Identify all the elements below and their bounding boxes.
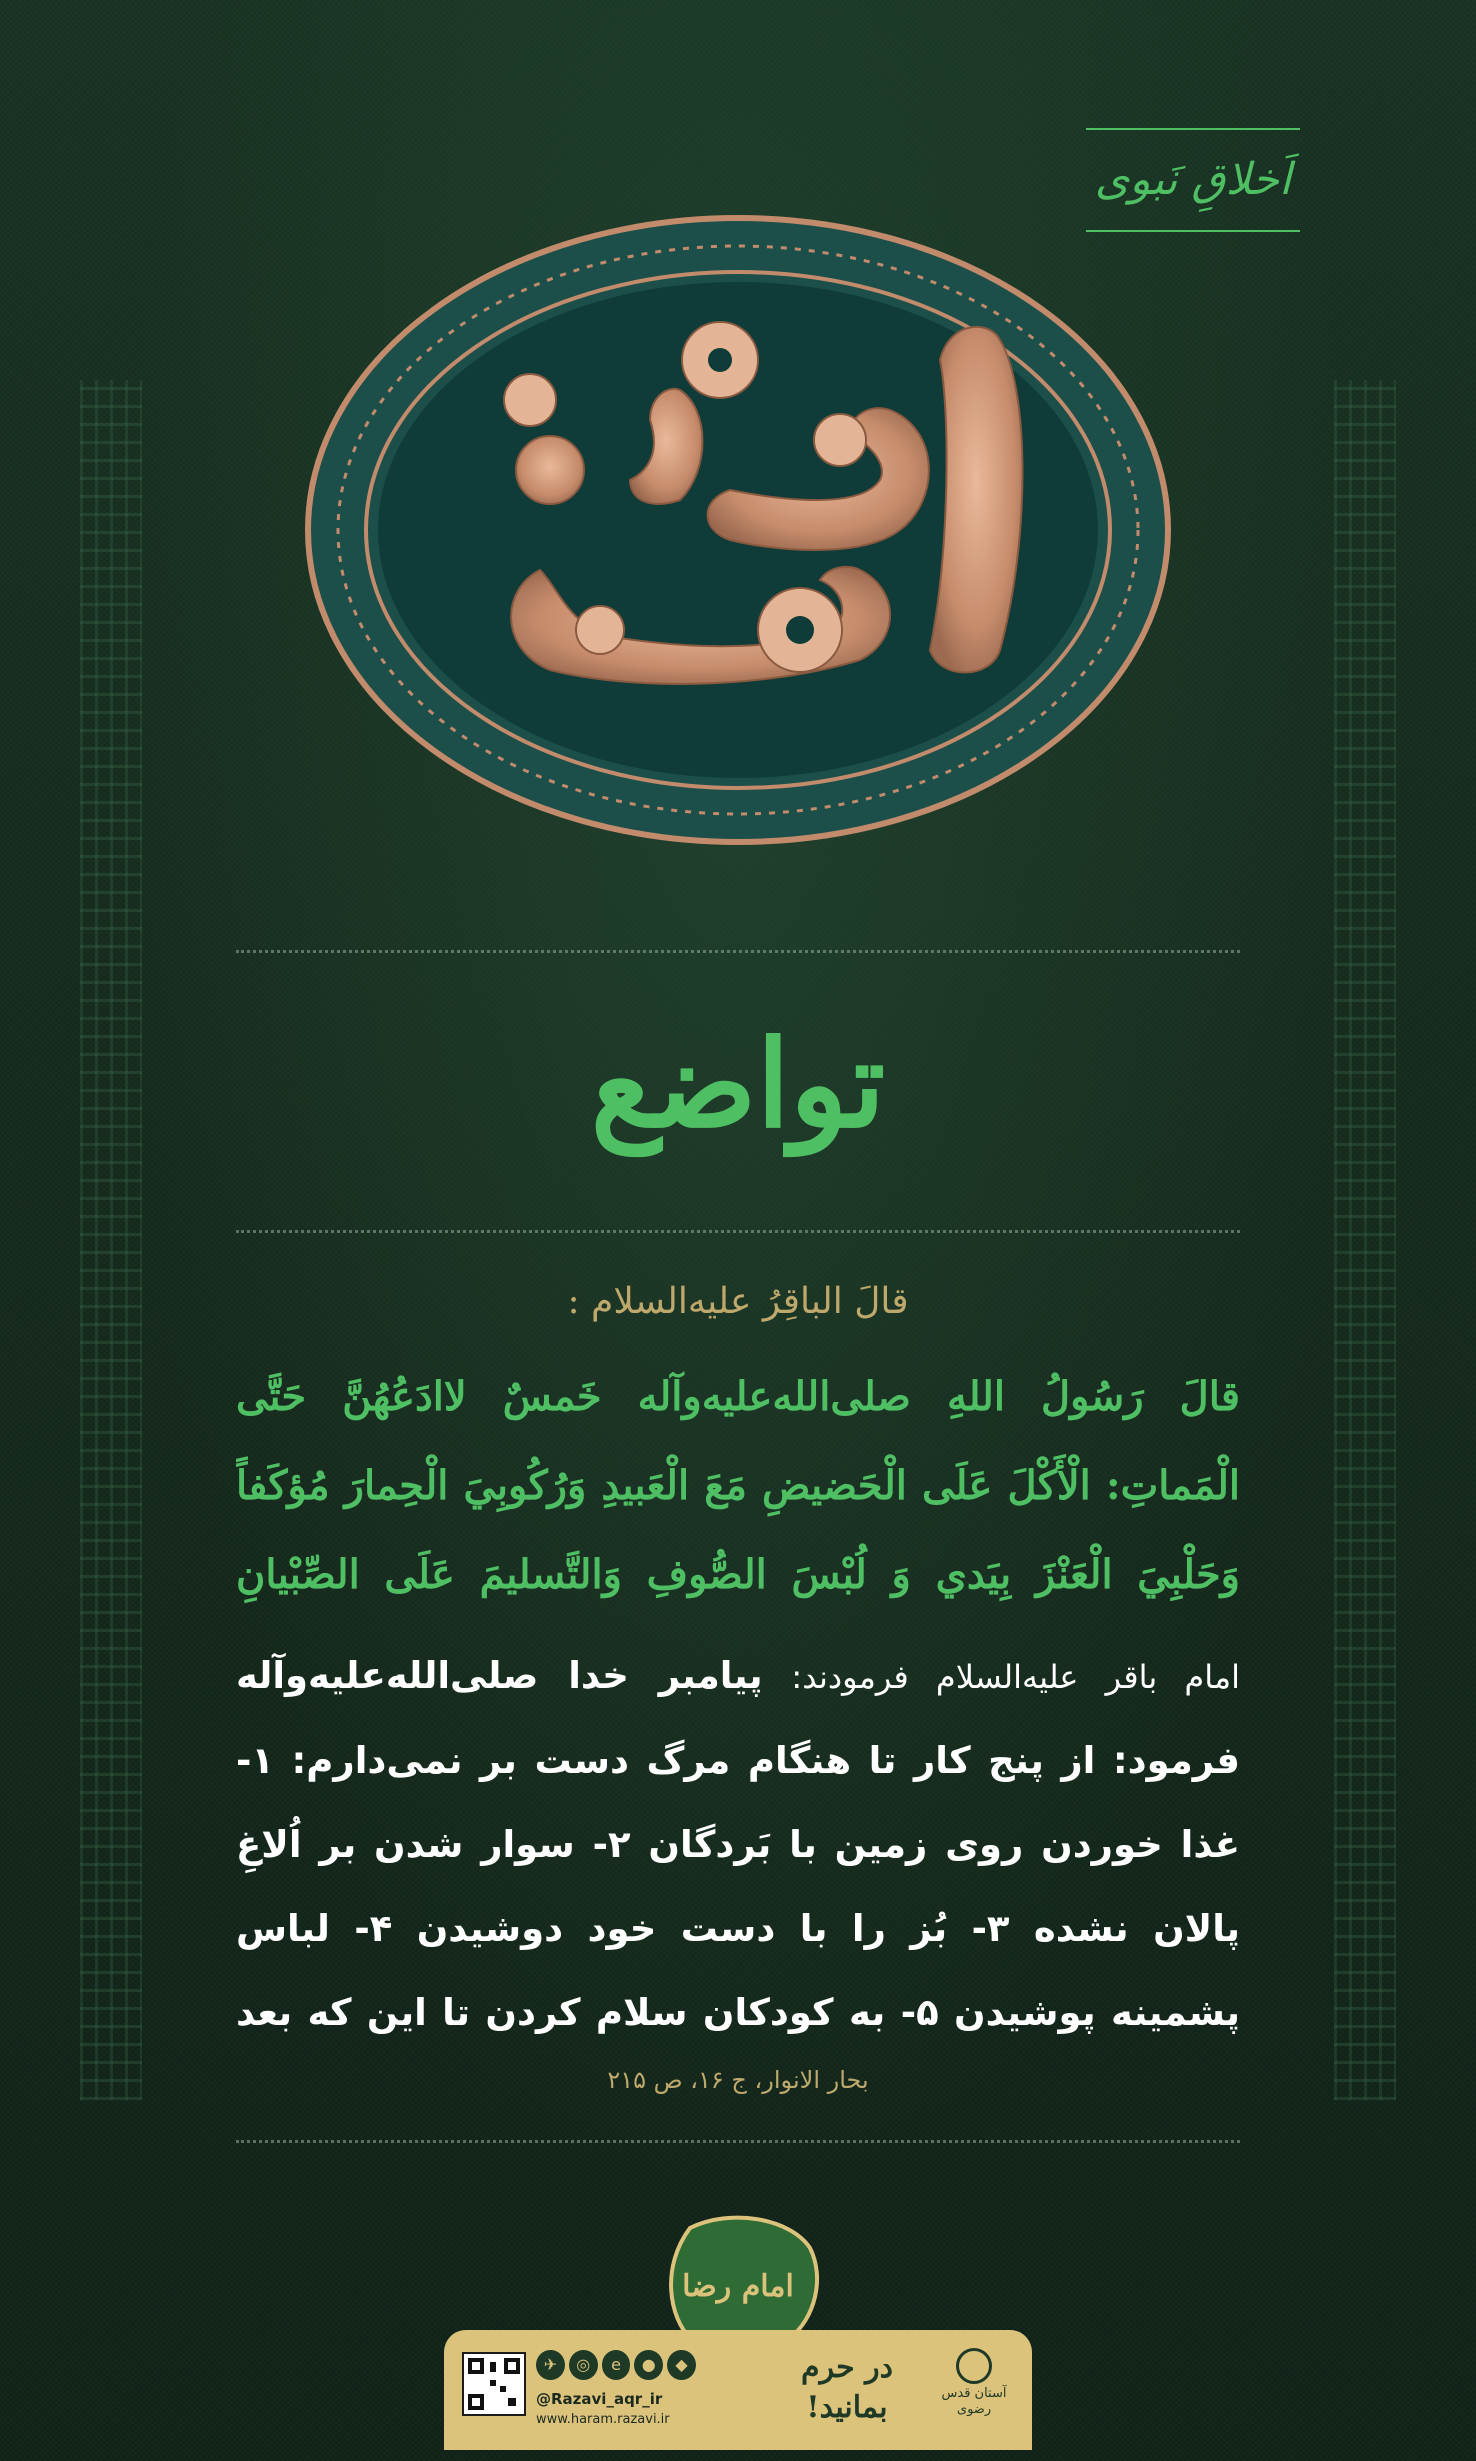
slogan-line-1: در حرم [801, 2350, 893, 2385]
ya-mohammad-emblem [300, 210, 1176, 850]
rubika-icon[interactable]: ◆ [667, 2350, 696, 2380]
organization-name: آستان قدس رضوی [941, 2386, 1007, 2417]
page-title: تواضع [590, 1014, 886, 1155]
eitaa-icon[interactable]: e [602, 2350, 631, 2380]
shrine-emblem-icon [956, 2348, 992, 2384]
hadith-attribution: قالَ الباقِرُ عليه‌السلام : [567, 1281, 909, 1322]
slogan-line-2: بمانید! [806, 2390, 888, 2425]
footer-bar [444, 2330, 1032, 2450]
divider-bottom [236, 2140, 1240, 2143]
divider-top [236, 950, 1240, 953]
right-ornament-border [1334, 380, 1396, 2100]
organization-logo [934, 2348, 1014, 2432]
series-label: اَخلاقِ نَبوی [1086, 128, 1300, 232]
persian-intro: امام باقر عليه‌السلام فرمودند: [791, 1658, 1240, 1696]
source-citation: بحار الانوار، ج ۱۶، ص ۲۱۵ [607, 2066, 869, 2094]
persian-translation [236, 1634, 1240, 2054]
left-ornament-border [80, 380, 142, 2100]
imam-reza-logo-icon [650, 2208, 826, 2348]
social-icons [536, 2350, 696, 2382]
website-link[interactable]: www.haram.razavi.ir [536, 2412, 670, 2427]
slogan [782, 2348, 912, 2434]
bale-icon[interactable]: ● [634, 2350, 663, 2380]
arabic-hadith-text: قالَ رَسُولُ اللهِ صلى‌الله‌عليه‌وآله خَمسٌ لاادَعُهُنَّ حَتَّى الْمَماتِ: الْأَكْلَ عَلَى الْحَضيضِ مَعَ الْعَبيدِ وَرُكُوبِيَ الْحِمارَ مُؤكَفاً وَحَلْبِيَ الْعَنْزَ بِيَدي وَ لُبْسَ الصُّوفِ وَالتَّسليمَ عَلَى الصِّبْيانِ [236, 1373, 1240, 1598]
footer-logo-text: امام رضا [682, 2269, 794, 2304]
qr-code-icon[interactable] [462, 2352, 526, 2416]
divider-middle [236, 1230, 1240, 1233]
telegram-icon[interactable]: ✈ [536, 2350, 565, 2380]
persian-body: پیامبر خدا صلى‌الله‌عليه‌وآله فرمود: از پنج کار تا هنگام مرگ دست بر نمی‌دارم: ۱- غذا خوردن روی زمین با بَردگان ۲- سوار شدن بر اُلاغِ پالان نشده ۳- بُز را با دست خود دوشیدن ۴- لباس پشمینه پوشیدن ۵- به کودکان سلام کردن تا این که بعد [236, 1654, 1240, 2034]
instagram-icon[interactable]: ◎ [569, 2350, 598, 2380]
social-handle[interactable]: @Razavi_aqr_ir [536, 2390, 663, 2408]
